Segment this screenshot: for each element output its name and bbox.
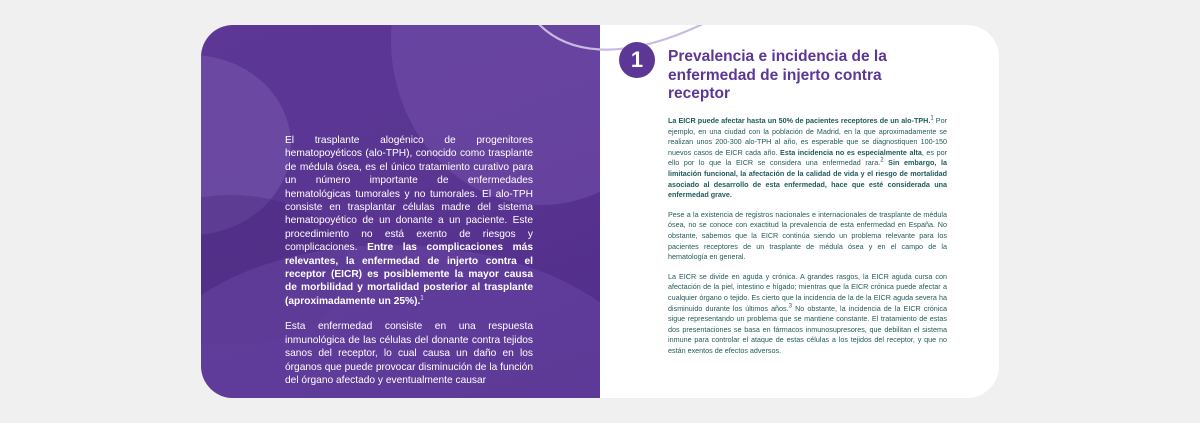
text-run: El trasplante alogénico de progenitores hematopoyéticos (alo-TPH), conocido como trasplante de médula ósea, es el único tratamiento curativo para un número importante de enfermedades hematológicas tumorales y no tumorales. El alo-TPH consiste en trasplantar células madre del sistema hematopoyético de un donante a un paciente. Este procedimiento no está exento de riesgos y complicaciones. xyxy=(285,135,533,254)
section-body xyxy=(668,116,947,365)
right-panel xyxy=(600,25,999,398)
footnote-ref: 3 xyxy=(788,303,792,310)
text-run: La EICR se divide en aguda y crónica. A grandes rasgos, la EICR aguda cursa con afectación de la piel, intestino e hígado; mientras que la EICR crónica puede afectar a cualquier órgano o tejido. Es cierto que la incidencia de la de la EICR aguda severa ha disminuido durante los últimos años. xyxy=(668,271,947,313)
bold-text: Esta incidencia no es especialmente alta xyxy=(780,147,922,157)
text-run: Por ejemplo, en una ciudad con la población de Madrid, en la que aproximadamente se realizan unos 200-300 alo-TPH al año, es esperable que se diagnostiquen 100-150 nuevos casos de EICR cada año. xyxy=(668,116,947,157)
bold-text: Sin embargo, la limitación funcional, la afectación de la calidad de vida y el riesgo de mortalidad asociado al desarrollo de esta enfermedad, hace que esté considerada una enfermedad grave. xyxy=(668,158,947,200)
footnote-ref: 2 xyxy=(880,157,884,164)
section-title: Prevalencia e incidencia de la enfermedad de injerto contra receptor xyxy=(668,48,887,102)
body-paragraph-1 xyxy=(668,116,947,201)
bold-text: Entre las complicaciones más relevantes, la enfermedad de injerto contra el receptor (EICR) es posiblemente la mayor causa de morbilidad y mortalidad posterior al trasplante (aproximadamente un 25%). xyxy=(285,242,533,307)
body-paragraph-2 xyxy=(668,210,947,263)
intro-text xyxy=(285,134,533,398)
text-run: No obstante, la incidencia de la EICR crónica sigue representando un problema que se mantiene constante. El tratamiento de estas dos presentaciones se basa en fármacos inmunosupresores, que debilitan el sistema inmune para controlar el ataque de estas células a los tejidos del receptor, y que no están exentos de efectos adversos. xyxy=(668,303,947,355)
text-run: Pese a la existencia de registros nacionales e internacionales de trasplante de médula ósea, no se conoce con exactitud la prevalencia de esta enfermedad en España. No obstante, sabemos que la EICR continúa siendo un problema relevante para los pacientes receptores de un trasplante de médula ósea y en el campo de la hematología en general. xyxy=(668,209,947,262)
left-panel xyxy=(201,25,600,398)
body-paragraph-3 xyxy=(668,272,947,357)
intro-paragraph-1 xyxy=(285,134,533,308)
intro-paragraph-2 xyxy=(285,320,533,387)
footnote-ref: 1 xyxy=(930,115,934,122)
footnote-ref: 1 xyxy=(420,295,424,302)
text-run: , es por ello por lo que la EICR se considera una enfermedad rara. xyxy=(668,147,947,168)
bold-text: La EICR puede afectar hasta un 50% de pacientes receptores de un alo-TPH. xyxy=(668,116,931,125)
text-run: Esta enfermedad consiste en una respuesta inmunológica de las células del donante contra tejidos sanos del receptor, lo cual causa un daño en los órganos que puede provocar disminución de la función del órgano afectado y eventualmente causar xyxy=(285,321,533,386)
document-spread xyxy=(201,25,999,398)
section-number-badge: 1 xyxy=(619,42,655,78)
